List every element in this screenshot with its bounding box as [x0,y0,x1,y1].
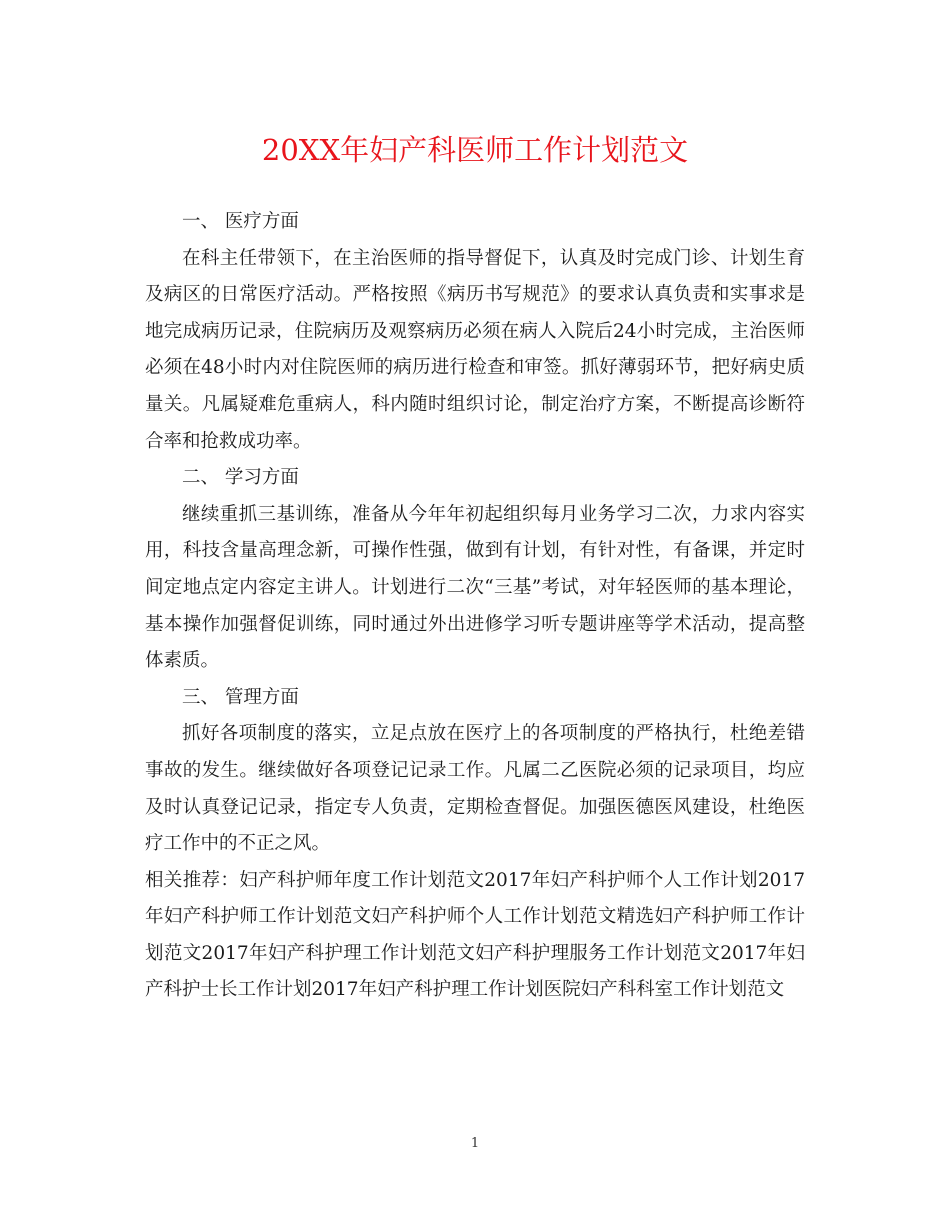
section-heading-management: 三、 管理方面 [182,686,299,708]
section-heading-medical: 一、 医疗方面 [182,211,299,232]
document-body [145,204,805,1009]
section-heading-study: 二、 学习方面 [182,467,299,489]
document-title: 20XX年妇产科医师工作计划范文 [261,133,689,167]
section-body-management: 抓好各项制度的落实，立足点放在医疗上的各项制度的严格执行，杜绝差错事故的发生。继续做好各项登记记录工作。凡属二乙医院必须的记录项目，均应及时认真登记记录，指定专人负责，定期检查督促。加强医德医风建设，杜绝医疗工作中的不正之风。 [145,723,805,855]
section-body-study: 继续重抓三基训练，准备从今年年初起组织每月业务学习二次，力求内容实用，科技含量高理念新，可操作性强，做到有计划，有针对性，有备课，并定时间定地点定内容定主讲人。计划进行二次“三基”考试，对年轻医师的基本理论，基本操作加强督促训练，同时通过外出进修学习听专题讲座等学术活动，提高整体素质。 [145,503,805,672]
related-recommendations: 相关推荐：妇产科护师年度工作计划范文2017年妇产科护师个人工作计划2017年妇产科护师工作计划范文妇产科护师个人工作计划范文精选妇产科护师工作计划范文2017年妇产科护理工作计划范文妇产科护理服务工作计划范文2017年妇产科护士长工作计划2017年妇产科护理工作计划医院妇产科科室工作计划范文 [145,869,805,1001]
page-number: 1 [470,1136,480,1151]
section-body-medical: 在科主任带领下，在主治医师的指导督促下，认真及时完成门诊、计划生育及病区的日常医疗活动。严格按照《病历书写规范》的要求认真负责和实事求是地完成病历记录，住院病历及观察病历必须在病人入院后24小时完成，主治医师必须在48小时内对住院医师的病历进行检查和审签。抓好薄弱环节，把好病史质量关。凡属疑难危重病人，科内随时组织讨论，制定治疗方案，不断提高诊断符合率和抢救成功率。 [145,247,805,452]
